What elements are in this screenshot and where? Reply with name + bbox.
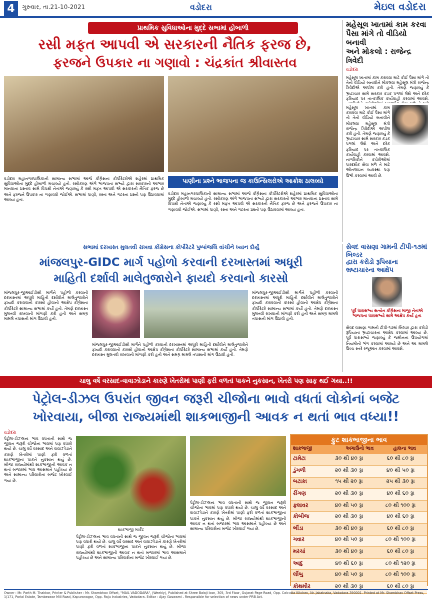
vegetables-photo-caption: શાકભાજી માર્કેટ bbox=[117, 527, 145, 532]
story1-kicker-text: પ્રાથમિક સુવિધાઓના મુદ્દે સભામાં હોબાળો bbox=[137, 24, 249, 32]
rain-banner bbox=[0, 376, 432, 388]
story3-headline-1: મહેસૂલ ખાતામાં કામ કરવા bbox=[346, 20, 427, 29]
story2-body-col1: માંજલપુર-જીઆઈડીસી માર્ગને પહોળો કરવાની દરખાસ્તમાં અધૂરી માહિતી દર્શાવીને માલેતુજારોને ફાયદો કરાવવાનો કારસો હોવાનો આક્ષેપ કોંગ્રેસના કોર્પોરેટરે સામાન્ય સભામાં કર્યો હતો. તેમણે દરખાસ્ત મુલતવી રાખવાની માંગણી કરી હતી અને સમગ્ર મામલે તપાસની માંગ ઉઠાવી હતી. bbox=[4, 290, 88, 322]
veg-old-price: ૩૦ થી ૪૦ રૂા bbox=[324, 547, 374, 559]
story2-body-col3: માંજલપુર-જીઆઈડીસી માર્ગને પહોળો કરવાની દરખાસ્તમાં અધૂરી માહિતી દર્શાવીને માલેતુજારોને ફાયદો કરાવવાનો કારસો હોવાનો આક્ષેપ કોંગ્રેસના કોર્પોરેટરે સામાન્ય સભામાં કર્યો હતો. તેમણે દરખાસ્ત મુલતવી રાખવાની માંગણી કરી હતી અને સમગ્ર મામલે તપાસની માંગ ઉઠાવી હતી. bbox=[252, 290, 338, 322]
veg-old-price: ૧૫ થી ૨૦ રૂા bbox=[324, 477, 374, 489]
veg-new-price: ૪૦ થી ૬૦ રૂા bbox=[374, 489, 427, 501]
imprint-footer: Owner : Mr. Parth M. Thakkar, Printer & Publisher : Mr. Shambhav Offset, "MAIL VADODARA", (Weekly), Published at Shree Balaji Icon, 305, 3rd Floor, Gujarat Page Road, Opp. Calcutta Kitchen, Nr. Jakatnaka, Vadodara-390001. Printed at Mr. Shambhav Offset Press, 1/171, Parlal Estate, Tambeswar Mill Road, Kapuranagar, Opp. Raju Industries, Vadodara. Editor : Ajay Goswami - Responsible for selection of news under PRB Act. bbox=[4, 589, 428, 599]
veg-price-row bbox=[291, 454, 427, 466]
story3-body: મહેસૂલ ખાતામાં કામ કરાવવા માટે કોઈ પૈસા માંગે તો તેનો વીડિયો બનાવીને મોકલવા મહેસૂલ મંત્રી રાજેન્દ્ર ત્રિવેદીએ અપીલ કરી હતી. તેમણે જણાવ્યું કે ભ્રષ્ટાચાર સામે સરકાર કડક પગલાં લેશે અને દરેક ફરિયાદ પર તાત્કાલિક કાર્યવાહી કરવામાં આવશે. નાગરિકોને કચેરીઓમાં પારદર્શક સેવા મળે તે માટે ઓનલાઇન વ્યવસ્થા પણ ઉભી કરવામાં આવી છે. bbox=[346, 105, 390, 178]
issue-date: ગુરુવાર, તા.21-10-2021 bbox=[22, 4, 86, 11]
story4 bbox=[342, 244, 428, 372]
veg-col-name: શાકભાજી bbox=[293, 447, 312, 452]
story3 bbox=[342, 20, 428, 242]
veg-col-new: હાલના ભાવ bbox=[393, 447, 416, 452]
veg-name: લીંબુ bbox=[291, 570, 324, 582]
veg-old-price: ૨૦ થી ૩૦ રૂા bbox=[324, 512, 374, 524]
veg-old-price: ૨૦ થી ૩૦ રૂા bbox=[324, 466, 374, 478]
veg-new-price: ૪૦ થી ૫૦ રૂા bbox=[374, 466, 427, 478]
veg-new-price: ૬૦ થી ૮૦ રૂા bbox=[374, 547, 427, 559]
veg-old-price: ૨૦ થી ૩૦ રૂા bbox=[324, 489, 374, 501]
story5-headline-2: ખોરવાયા, બીજા રાજ્યમાંથી શાકભાજીની આવક ન થતાં ભાવ વધ્યા!! bbox=[32, 410, 400, 425]
veg-name: કોથમીર bbox=[291, 582, 324, 594]
veg-name: આદુ bbox=[291, 558, 324, 570]
veg-old-price: ૩૦ થી ૪૦ રૂા bbox=[324, 454, 374, 466]
veg-new-price: ૪૦ થી ૬૦ રૂા bbox=[374, 512, 427, 524]
council-meeting-photo-right bbox=[168, 76, 338, 172]
veg-old-price: ૨૦ થી ૩૦ રૂા bbox=[324, 582, 374, 594]
veg-price-row bbox=[291, 466, 427, 478]
story4-headline-1: સેવદ વાસણા ગામની ટીપી-૧૭માં બિલ્ડર bbox=[346, 244, 428, 259]
story4-body: સેવદ વાસણા ગામની ટીપી-૧૭માં બિલ્ડર દ્વારા કરોડો રૂપિયાના ભ્રષ્ટાચારના આક્ષેપ કરવામાં આવ્યા છે. પૂર્વ ધારાસભ્યે જણાવ્યું કે જમીનના ઉપયોગમાં નિયમોનો ભંગ કરવામાં આવ્યો છે અને આ મામલે ઉચ્ચ સ્તરે રજૂઆત કરવામાં આવશે. bbox=[346, 325, 428, 351]
veg-price-row bbox=[291, 558, 427, 570]
veg-price-table bbox=[290, 434, 428, 590]
veg-price-row bbox=[291, 535, 427, 547]
veg-new-price: ૬૦ થી ૮૦ રૂા bbox=[374, 454, 427, 466]
veg-name: ટામેટા bbox=[291, 454, 324, 466]
veg-name: ગવાર bbox=[291, 535, 324, 547]
road-photo bbox=[144, 290, 248, 338]
veg-name: મરચાં bbox=[291, 547, 324, 559]
story4-photo-caption: પૂર્વ ધારાસભ્ય સત્યેન કોંગ્રેસના માજી નેતાએ ભાજપના ધારાસભ્યો સામે આક્ષેપ કર્યા હતા bbox=[351, 308, 423, 318]
page-header bbox=[0, 0, 432, 18]
veg-old-price: ૪૦ થી ૫૦ રૂા bbox=[324, 535, 374, 547]
story3-headline-3: અને મોકલો : રાજેન્દ્ર ત્રિવેદી bbox=[346, 47, 412, 65]
minister-photo bbox=[392, 105, 428, 145]
masthead-title: મેઇલ વડોદરા bbox=[374, 2, 426, 13]
veg-name: ફ્લાવર bbox=[291, 500, 324, 512]
veg-price-row bbox=[291, 570, 427, 582]
veg-price-row bbox=[291, 547, 427, 559]
story3-byline: વડોદરા bbox=[346, 68, 359, 73]
veg-price-row bbox=[291, 500, 427, 512]
story3-body-top: મહેસૂલ ખાતામાં કામ કરાવવા માટે કોઈ પૈસા માંગે તો તેનો વીડિયો બનાવીને મોકલવા મહેસૂલ મંત્રી રાજેન્દ્ર ત્રિવેદીએ અપીલ કરી હતી. તેમણે જણાવ્યું કે ભ્રષ્ટાચાર સામે સરકાર કડક પગલાં લેશે અને દરેક ફરિયાદ પર તાત્કાલિક કાર્યવાહી કરવામાં આવશે. bbox=[346, 75, 429, 101]
story5-body-col1: પેટ્રોલ-ડીઝલના ભાવ વધતાની સાથે જ જીવન જરૂરી ચીજોના ભાવમાં પણ વધારો થયો છે. ચાલુ વર્ષે વરસાદ અને વાવાઝોડાને કારણે ખેતરોમાં પાણી ફરી વળતાં શાકભાજીના પાકને નુકસાન થયું છે. બીજા રાજ્યોમાંથી શાકભાજીની આવક ન થતાં બજારમાં ભાવ આસમાને પહોંચ્યા છે અને સામાન્ય પરિવારોના બજેટ ખોરવાઈ ગયા છે. bbox=[4, 436, 72, 483]
veg-name: કોબીજ bbox=[291, 512, 324, 524]
story2-headline-1: માંજલપુર-GIDC માર્ગ પહોળો કરવાની દરખાસ્તમાં અધૂરી bbox=[39, 255, 303, 269]
veg-name: રીંગણ bbox=[291, 489, 324, 501]
story2-intro: વડોદરા મહાનગરપાલિકાની સામાન્ય સભામાં આજે કોંગ્રેસના કોર્પોરેટરોએ શહેરમાં પ્રાથમિક સુવિધાઓના મુદ્દે હોબાળો મચાવ્યો હતો. રસીકરણ અંગે ભાજપના સભ્યો દ્વારા સરકારનો આભાર માનવાના પ્રસ્તાવ સામે વિપક્ષી નેતાએ જણાવ્યું કે રસી મફત આપવી એ સરકારની નૈતિક ફરજ છે અને ફરજને ઉપકાર ના ગણાવવો જોઈએ. સભામાં પાણી, રસ્તા અને ગટરના પ્રશ્નો પણ ઉઠાવવામાં આવ્યા હતા. bbox=[168, 191, 338, 212]
story2-caption: સભામાં દરખાસ્ત મુલતવી રાખવા કોંગ્રેસના કોર્પોરેટરે પુષ્પાંજલિ વાંચીને ધ્યાન દોર્યું bbox=[82, 245, 260, 251]
veg-col-old: અગાઉનો ભાવ bbox=[345, 447, 374, 452]
story2-body-col2: માંજલપુર-જીઆઈડીસી માર્ગને પહોળો કરવાની દરખાસ્તમાં અધૂરી માહિતી દર્શાવીને માલેતુજારોને ફાયદો કરાવવાનો કારસો હોવાનો આક્ષેપ કોંગ્રેસના કોર્પોરેટરે સામાન્ય સભામાં કર્યો હતો. તેમણે દરખાસ્ત મુલતવી રાખવાની માંગણી કરી હતી અને સમગ્ર મામલે તપાસની માંગ ઉઠાવી હતી. bbox=[92, 342, 248, 358]
veg-name: ભીંડા bbox=[291, 524, 324, 536]
story2-kicker-text: પાણીના પ્રશ્ને ભાજપના જ કાઉન્સિલરોએ આક્રોશ ઠાલવ્યો bbox=[182, 178, 324, 185]
veg-new-price: ૮૦ થી ૧૦૦ રૂા bbox=[374, 500, 427, 512]
ex-mla-photo bbox=[372, 277, 402, 307]
story1-kicker bbox=[88, 22, 298, 34]
city-label: વડોદરા bbox=[190, 3, 212, 12]
story1-headline-1: રસી મફત આપવી એ સરકારની નૈતિક ફરજ છે, bbox=[38, 37, 312, 53]
veg-old-price: ૩૦ થી ૪૦ રૂા bbox=[324, 524, 374, 536]
market-photo bbox=[190, 436, 286, 496]
story5-body-col3: પેટ્રોલ-ડીઝલના ભાવ વધતાની સાથે જ જીવન જરૂરી ચીજોના ભાવમાં પણ વધારો થયો છે. ચાલુ વર્ષે વરસાદ અને વાવાઝોડાને કારણે ખેતરોમાં પાણી ફરી વળતાં શાકભાજીના પાકને નુકસાન થયું છે. બીજા રાજ્યોમાંથી શાકભાજીની આવક ન થતાં બજારમાં ભાવ આસમાને પહોંચ્યા છે અને સામાન્ય પરિવારોના બજેટ ખોરવાઈ ગયા છે. bbox=[190, 500, 286, 532]
veg-new-price: ૬૦ થી ૮૦ રૂા bbox=[374, 582, 427, 594]
story5-body-col2: પેટ્રોલ-ડીઝલના ભાવ વધતાની સાથે જ જીવન જરૂરી ચીજોના ભાવમાં પણ વધારો થયો છે. ચાલુ વર્ષે વરસાદ અને વાવાઝોડાને કારણે ખેતરોમાં પાણી ફરી વળતાં શાકભાજીના પાકને નુકસાન થયું છે. બીજા રાજ્યોમાંથી શાકભાજીની આવક ન થતાં બજારમાં ભાવ આસમાને પહોંચ્યા છે અને સામાન્ય પરિવારોના બજેટ ખોરવાઈ ગયા છે. bbox=[76, 534, 186, 560]
page-number: 4 bbox=[4, 1, 18, 16]
veg-price-row bbox=[291, 512, 427, 524]
story1-headline-2: ફરજને ઉપકાર ના ગણાવો : ચંદ્રકાંત શ્રીવાસ્તવ bbox=[53, 56, 297, 71]
council-meeting-photo-left bbox=[4, 76, 164, 172]
veg-table-title: ફુટ શાકભાજીના ભાવ bbox=[291, 435, 427, 445]
veg-price-row bbox=[291, 477, 427, 489]
rain-banner-text: ચાલુ વર્ષે વરસાદ-વાવાઝોડાને કારણે ખેતરોમાં પાણી ફરી વળતાં પાકને નુકસાન, ખેતરો પણ સાફ થઈ ગયા..!! bbox=[79, 378, 353, 385]
veg-new-price: ૬૦ થી ૮૦ રૂા bbox=[374, 524, 427, 536]
veg-new-price: ૨૫ થી ૩૦ રૂા bbox=[374, 477, 427, 489]
veg-table-body bbox=[291, 454, 427, 594]
veg-old-price: ૪૦ થી ૫૦ રૂા bbox=[324, 500, 374, 512]
story2-headline-2: માહિતી દર્શાવી માલેતુજારોને ફાયદો કરવાનો કારસો bbox=[53, 271, 289, 285]
veg-table-header bbox=[291, 445, 427, 454]
story3-headline-2: પૈસા માંગે તો વીડિયો બનાવી bbox=[346, 29, 407, 47]
story1-body: વડોદરા મહાનગરપાલિકાની સામાન્ય સભામાં આજે કોંગ્રેસના કોર્પોરેટરોએ શહેરમાં પ્રાથમિક સુવિધાઓના મુદ્દે હોબાળો મચાવ્યો હતો. રસીકરણ અંગે ભાજપના સભ્યો દ્વારા સરકારનો આભાર માનવાના પ્રસ્તાવ સામે વિપક્ષી નેતાએ જણાવ્યું કે રસી મફત આપવી એ સરકારની નૈતિક ફરજ છે અને ફરજને ઉપકાર ના ગણાવવો જોઈએ. સભામાં પાણી, રસ્તા અને ગટરના પ્રશ્નો પણ ઉઠાવવામાં આવ્યા હતા. bbox=[4, 176, 164, 202]
veg-name: ડુંગળી bbox=[291, 466, 324, 478]
story4-headline-2: દ્વારા કરોડો રૂપિયાના ભ્રષ્ટાચારના આક્ષેપ bbox=[346, 259, 398, 274]
veg-old-price: ૪૦ થી ૫૦ રૂા bbox=[324, 570, 374, 582]
story5-byline: વડોદરા bbox=[4, 431, 17, 436]
veg-name: બટાકા bbox=[291, 477, 324, 489]
veg-new-price: ૮૦ થી ૧૨૦ રૂા bbox=[374, 558, 427, 570]
veg-new-price: ૮૦ થી ૧૦૦ રૂા bbox=[374, 535, 427, 547]
veg-new-price: ૮૦ થી ૧૦૦ રૂા bbox=[374, 570, 427, 582]
veg-price-row bbox=[291, 489, 427, 501]
veg-old-price: ૪૦ થી ૬૦ રૂા bbox=[324, 558, 374, 570]
vegetables-photo bbox=[76, 436, 186, 526]
woman-councillor-photo bbox=[92, 290, 140, 338]
story2-kicker bbox=[168, 176, 338, 188]
veg-price-row bbox=[291, 524, 427, 536]
story5-headline-1: પેટ્રોલ-ડીઝલ ઉપરાંત જીવન જરૂરી ચીજોના ભાવો વધતાં લોકોનાં બજેટ bbox=[32, 392, 400, 407]
